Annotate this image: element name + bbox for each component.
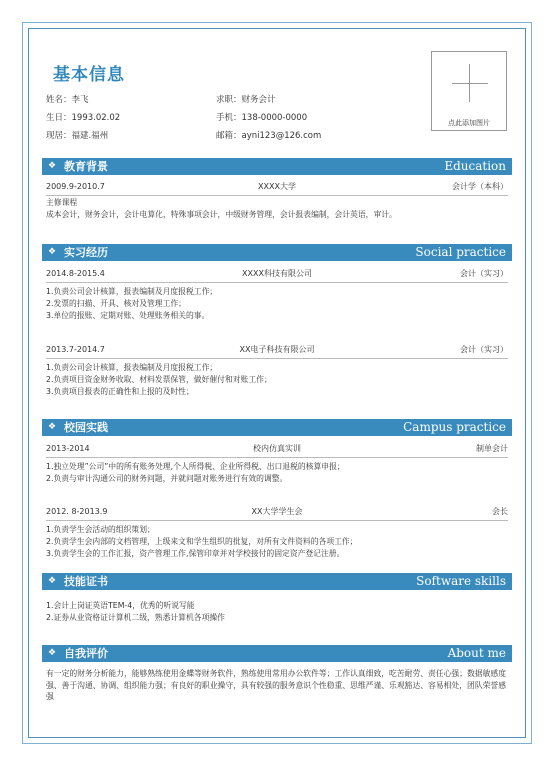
- section-header-internship: ❖ 实习经历 Social practice: [42, 244, 512, 261]
- diamond-icon: ❖: [48, 422, 57, 432]
- page-title: 基本信息: [53, 65, 125, 85]
- divider: [46, 520, 508, 521]
- divider: [46, 457, 508, 458]
- list-item: 2.负责项目资金财务收取、材料发票保管，做好催付和对账工作；: [46, 375, 272, 384]
- list-item: 1.负责公司会计核算，报表编制及月度报税工作；: [46, 287, 218, 296]
- list-item: 1.负责学生会活动的组织策划；: [46, 525, 155, 534]
- photo-caption: 点此添加图片: [448, 119, 490, 127]
- diamond-icon: ❖: [48, 576, 57, 586]
- internship-row: 2014.8-2015.4 XXXX科技有限公司 会计（实习）: [46, 269, 508, 278]
- list-item: 3.负责项目报表的正确性和上报的及时性；: [46, 387, 194, 396]
- birth-field: 生日：1993.02.02: [46, 113, 121, 123]
- list-item: 2.负责与审计沟通公司的财务问题，并就问题对账务进行有效的调整。: [46, 474, 288, 483]
- about-text: 有一定的财务分析能力，能够熟练使用金蝶等财务软件，熟练使用常用办公软件等；工作认真细致，吃苦耐劳、责任心强；数据敏感度强、善于沟通、协调、组织能力强；有良好的职业操守，具有较强的服务意识个性稳重、思维严谨、乐观豁达、容易相处，团队荣誉感强: [46, 669, 507, 701]
- campus-row: 2012. 8-2013.9 XX大学学生会 会长: [46, 507, 508, 516]
- diamond-icon: ❖: [48, 247, 57, 257]
- list-item: 3.负责学生会的工作汇报，资产管理工作,保管印章并对学校接付的固定资产登记注册。: [46, 549, 345, 558]
- list-item: 2.负责学生会内部的文档管理，上级来文和学生组织的批复，对所有文件资料的各项工作；: [46, 537, 358, 546]
- courses-label: 主修课程: [46, 198, 78, 207]
- campus-row: 2013-2014 校内仿真实训 制单会计: [46, 444, 508, 453]
- residence-field: 现居：福建.福州: [46, 131, 109, 141]
- list-item: 2.发票的扫描、开具、核对及管理工作；: [46, 299, 186, 308]
- objective-field: 求职：财务会计: [216, 95, 276, 105]
- divider: [46, 195, 508, 196]
- diamond-icon: ❖: [48, 648, 57, 658]
- section-header-education: ❖ 教育背景 Education: [42, 158, 512, 175]
- section-header-skills: ❖ 技能证书 Software skills: [42, 573, 512, 590]
- internship-row: 2013.7-2014.7 XX电子科技有限公司 会计（实习）: [46, 345, 508, 354]
- list-item: 1.会计上岗证英语TEM-4，优秀的听说写能: [46, 601, 195, 610]
- name-field: 姓名：李飞: [46, 95, 89, 105]
- education-row: 2009.9-2010.7 XXXX大学 会计学（本科）: [46, 182, 508, 191]
- section-header-about: ❖ 自我评价 About me: [42, 645, 512, 662]
- diamond-icon: ❖: [48, 161, 57, 171]
- courses-text: 成本会计，财务会计，会计电算化，特殊事项会计，中级财务管理，会计报表编制，会计英语，审计。: [46, 210, 397, 219]
- photo-placeholder[interactable]: [431, 51, 507, 131]
- list-item: 2.证券从业资格证计算机二级，熟悉计算机各项操作: [46, 613, 225, 622]
- list-item: 1.独立处理”公司”中的所有账务处理,个人所得税、企业所得税、出口退税的核算申报；: [46, 462, 345, 471]
- list-item: 3.单位的报账、定期对账、处理账务相关的事。: [46, 311, 210, 320]
- divider: [46, 282, 508, 283]
- section-header-campus: ❖ 校园实践 Campus practice: [42, 419, 512, 436]
- phone-field: 手机：138-0000-0000: [216, 113, 308, 123]
- list-item: 1.负责公司会计核算，报表编制及月度报税工作；: [46, 363, 218, 372]
- email-field: 邮箱：ayni123@126.com: [216, 131, 322, 141]
- divider: [46, 358, 508, 359]
